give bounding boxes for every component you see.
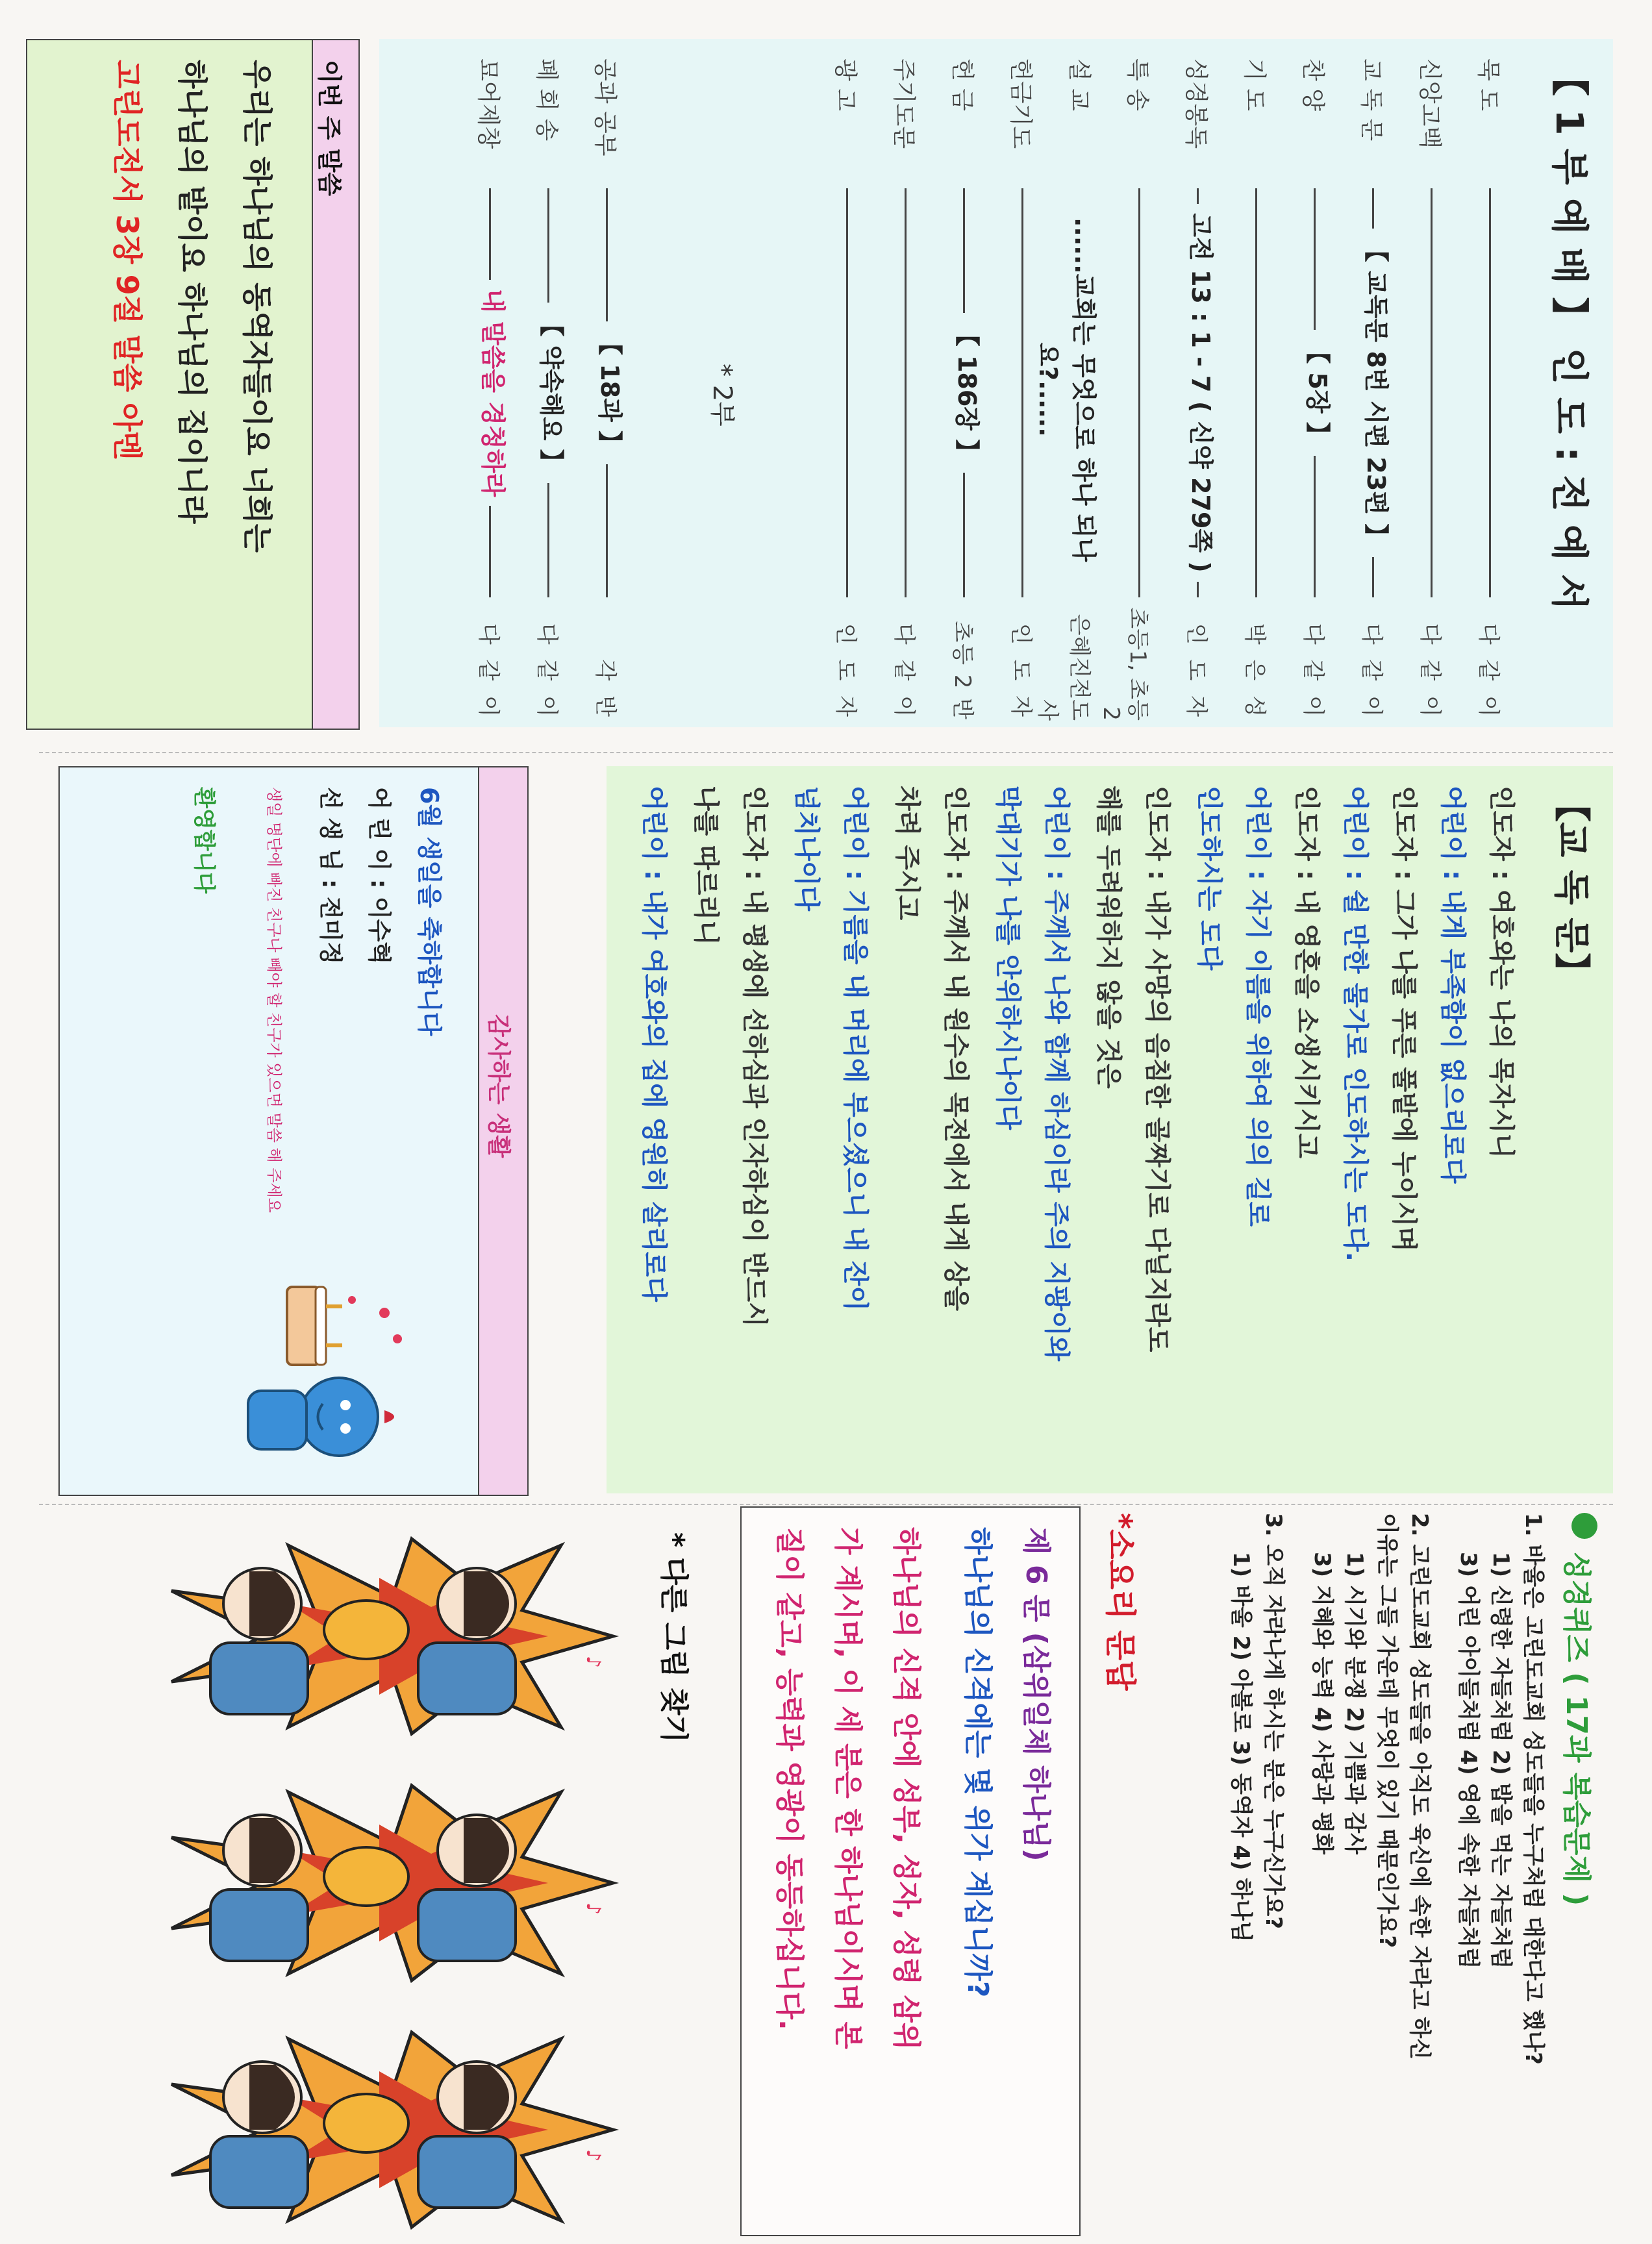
reading-line: 인도자 : 내 평생에 선하심과 인자하심이 반드시 [740,786,770,1327]
reading-line: 어린이 : 자기 이름을 위하여 의의 길로 [1243,786,1273,1227]
order-person: 은혜진전도사 [1034,614,1092,721]
quiz-q2-options-a: 1) 시기와 분쟁 2) 기쁨과 감사 [1342,1552,1368,1855]
order-person: 다 같 이 [891,623,917,721]
worship-order-panel [0,0,1652,747]
birthday-teacher: 선 생 님 : 전미정 [317,787,344,965]
order-person: 박 은 성 [1242,623,1268,721]
order-content: 【 186장 】 [953,313,981,473]
order-row-offering [938,58,996,721]
reading-line: 넘치나이다 [792,786,821,912]
order-line [905,188,907,597]
welcome-text: 환영합니다 [191,787,217,894]
reading-line: 어린이 : 주께서 나와 함께 하심이라 주의 지팡이와 [1042,786,1071,1362]
panel-divider [39,1504,1613,1505]
reading-line: 인도자 : 주께서 내 원수의 목전에서 내게 상을 [941,786,971,1311]
bullet-dot-icon [1571,1513,1597,1539]
weekly-verse-line-2: 하나님의 밭이요 하나님의 집이니라 [175,60,210,524]
weekly-verse-title: 이번 주 말씀 [315,60,344,196]
svg-text:♪: ♪ [582,1656,605,1669]
order-row-sermon [1034,58,1113,721]
order-row-responsive-reading [1347,58,1405,721]
part2-label: * 2부 [707,364,737,427]
panel-divider [39,752,1613,753]
quiz-question-1: 1. 바울은 고린도교회 성도들을 누구처럼 대한다고 했나? [1520,1513,1546,2065]
order-person: 다 같 이 [534,623,560,721]
order-row-announcements [821,58,879,721]
order-row-motto [464,58,522,721]
birthday-note: 생일 명단에 빠진 친구나 빼야 할 친구가 있으면 말씀 해 주세요 [265,787,283,1213]
weekly-verse-header [312,40,358,729]
reading-line: 막대기가 나를 안위하시나이다 [993,786,1023,1130]
order-person: 다 같 이 [1300,623,1326,721]
find-difference-heading: * 다른 그림 찾기 [657,1532,690,1743]
reading-line: 인도자 : 내가 사망의 음침한 골짜기로 다닐지라도 [1142,786,1172,1353]
order-line [1021,188,1023,597]
order-row-lesson [581,58,639,721]
order-label: 폐 회 송 [533,58,560,142]
reading-line: 인도자 : 내 영혼을 소생시키시고 [1292,786,1321,1159]
thanksgiving-box [58,766,529,1496]
reading-line: 차려 주시고 [892,786,922,921]
order-content: 【 약속해요 】 [537,303,566,482]
order-label: 공과 공부 [592,58,618,156]
reading-line: 인도자 : 여호와는 나의 목자시니 [1486,786,1516,1159]
order-label: 찬 양 [1299,58,1326,111]
order-content: 【 교독문 8번 시편 23편 】 [1362,229,1390,557]
order-row-silent-prayer [1464,58,1522,721]
order-line [846,188,848,597]
quiz-question-2-cont: 이유는 그들 가운데 무엇이 있기 때문인가요? [1374,1513,1400,1949]
reading-line: 인도하시는 도다 [1194,786,1224,971]
order-person: 인 도 자 [832,623,858,721]
order-row-offering-prayer [996,58,1055,721]
quiz-q1-options-a: 1) 신령한 자들처럼 2) 밥을 먹는 자들처럼 [1488,1552,1514,1969]
order-row-creed [1405,58,1464,721]
catechism-box [740,1506,1081,2236]
birthday-cake-illustration [229,1261,410,1475]
worship-title: 【 1 부 예 배 】 인 도 : 전 예 서 [1547,58,1592,610]
reading-line: 어린이 : 내가 여호와의 집에 영원히 살리로다 [639,786,669,1303]
thanksgiving-title: 감사하는 생활 [485,1014,512,1158]
quiz-question-3: 3. 오직 자라나게 하시는 분은 누구신가요? [1260,1513,1286,1929]
order-label: 성경봉독 [1183,58,1209,149]
order-person: 다 같 이 [1358,623,1384,721]
svg-text:♪: ♪ [582,1902,605,1915]
order-person: 인 도 자 [1183,623,1209,721]
birthday-kids: 어 린 이 : 이수혁 [366,787,392,965]
order-label: 기 도 [1241,58,1268,111]
quiz-question-2: 2. 고린도교회 성도들을 아직도 육신에 속한 자라고 하신 [1407,1513,1433,2060]
order-person: 다 같 이 [475,623,501,721]
order-line [1489,188,1491,597]
order-label: 헌금기도 [1007,58,1034,149]
order-content: ......교회는 무엇으로 하나 되나요?...... [1034,217,1098,562]
weekly-verse-reference: 고린도전서 3장 9절 말씀 아멘 [110,60,145,460]
order-label: 묵 도 [1475,58,1501,111]
order-label: 헌 금 [949,58,975,111]
order-person: 인 도 자 [1008,623,1034,721]
find-difference-picture-3 [42,2026,626,2234]
catechism-answer-3: 질이 같고, 능력과 영광이 동등하십니다. [773,1527,806,2030]
order-label: 광 고 [832,58,858,111]
reading-line: 나를 따르리니 [691,786,721,945]
quiz-q3-options: 1) 바울 2) 아볼로 3) 동역자 4) 하나님 [1228,1552,1254,1942]
weekly-verse-line-1: 우리는 하나님의 동역자들이요 너희는 [240,60,275,553]
reading-line: 어린이 : 쉴 만한 물가로 인도하시는 도다. [1340,786,1370,1262]
catechism-question: 하나님의 신격에는 몇 위가 계십니까? [961,1527,994,1998]
order-label: 신앙고백 [1416,58,1443,149]
order-person: 초등1, 초등2 [1098,607,1151,721]
svg-text:♪: ♪ [582,2149,605,2162]
reading-line: 인도자 : 그가 나를 푸른 풀밭에 누이시며 [1389,786,1419,1252]
thanksgiving-header [478,767,527,1495]
catechism-heading: *소요리 문답 [1102,1513,1138,1691]
order-row-lords-prayer [879,58,938,721]
order-content: 【 18과 】 [595,321,624,464]
order-row-closing-song [522,58,581,721]
order-person: 다 같 이 [1475,623,1501,721]
find-difference-picture-1 [42,1532,626,1740]
catechism-answer-1: 하나님의 신격 안에 성부, 성자, 성령 삼위 [890,1527,923,2051]
catechism-question-number: 제 6 문 (삼위일체 하나님) [1020,1527,1053,1862]
order-person: 각 반 [592,659,618,721]
order-line [1138,188,1140,597]
order-person: 초등 2 반 [949,621,975,721]
reading-line: 어린이 : 기름을 내 머리에 부으셨으니 내 잔이 [840,786,870,1311]
order-label: 주기도문 [890,58,917,149]
order-label: 설 교 [1066,58,1092,111]
quiz-panel [0,1506,1652,2244]
reading-line: 해를 두려워하지 않을 것은 [1094,786,1123,1089]
order-row-prayer [1230,58,1288,721]
catechism-answer-2: 가 계시며, 이 세 분은 한 하나님이시며 본 [831,1527,864,2050]
responsive-reading-panel [0,760,1652,1500]
quiz-q2-options-b: 3) 지혜와 능력 4) 사랑과 평화 [1309,1552,1335,1855]
order-label: 묘어제창 [475,58,501,149]
reading-line: 어린이 : 내게 부족함이 없으리로다 [1438,786,1468,1184]
weekly-verse-box [26,39,360,730]
order-label: 교 독 문 [1358,58,1384,142]
order-row-hymn [1288,58,1347,721]
order-row-scripture [1171,58,1230,721]
order-line [1255,188,1257,597]
order-label: 특 송 [1124,58,1151,111]
quiz-title: 성경퀴즈 ( 17과 복습문제 ) [1560,1552,1593,1906]
order-row-special-song [1098,58,1171,721]
order-content: 내 말씀을 경청하라 [479,280,507,506]
order-content: 【 5장 】 [1303,330,1332,456]
quiz-q1-options-b: 3) 어린 아이들처럼 4) 영에 속한 자들처럼 [1455,1552,1481,1969]
find-difference-picture-2 [42,1779,626,1987]
order-line [1431,188,1433,597]
reading-title: 【교 독 문】 [1550,786,1592,990]
order-person: 다 같 이 [1417,623,1443,721]
order-content: 고전 13 : 1 - 7 ( 신약 279쪽 ) [1186,204,1215,581]
birthday-heading: 6월 생일을 축하합니다 [415,787,444,1036]
